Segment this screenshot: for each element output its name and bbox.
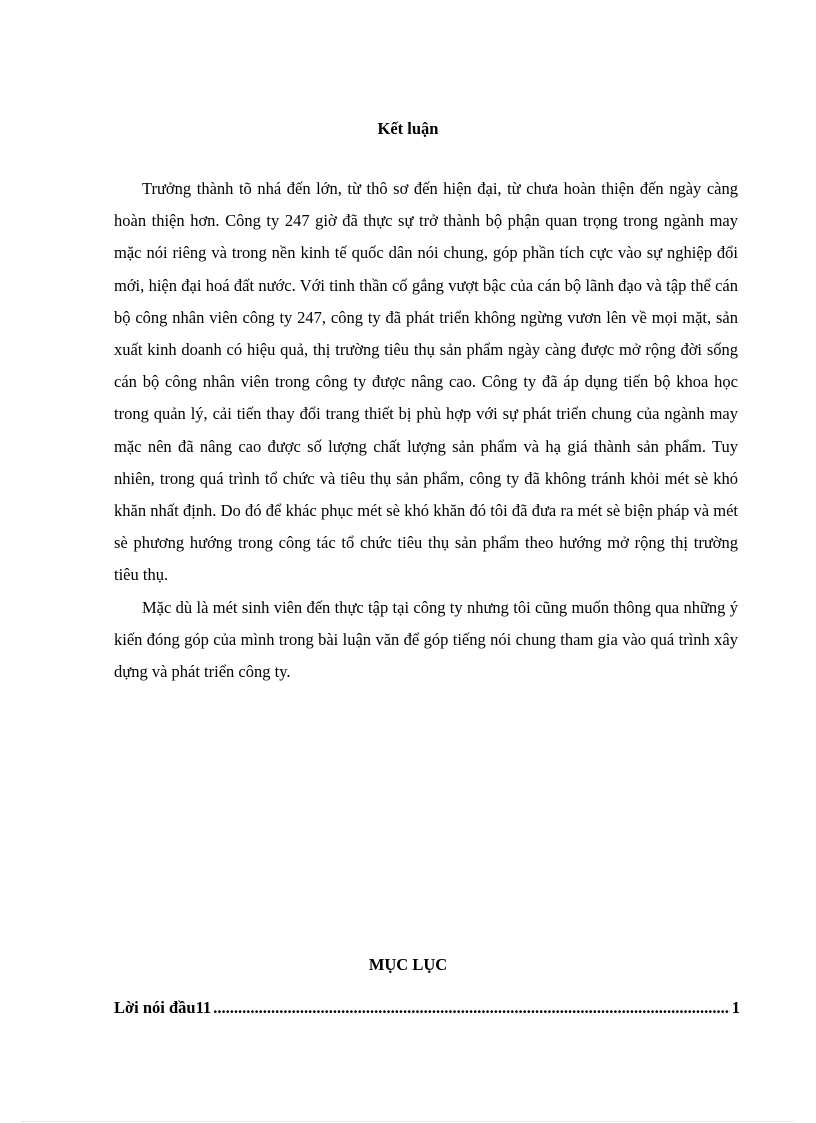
page-bottom-divider: [22, 1121, 794, 1122]
conclusion-paragraph: Trưởng thành tõ nhá đến lớn, từ thô sơ đến hiện đại, từ chưa hoàn thiện đến ngày càng hoàn thiện hơn. Công ty 247 giờ đã thực sự trở thành bộ phận quan trọng trong ngành may mặc nói riêng và trong nền kinh tế quốc dân nói chung, góp phần tích cực vào sự nghiệp đổi mới, hiện đại hoá đất nước. Với tinh thần cố gắng vượt bậc của cán bộ lãnh đạo và tập thể cán bộ công nhân viên công ty 247, công ty đã phát triển không ngừng vươn lên về mọi mặt, sản xuất kinh doanh có hiệu quả, thị trường tiêu thụ sản phẩm ngày càng được mở rộng đời sống cán bộ công nhân viên trong công ty được nâng cao. Công ty đã áp dụng tiến bộ khoa học trong quản lý, cải tiến thay đổi trang thiết bị phù hợp với sự phát triển chung của ngành may mặc nên đã nâng cao được số lượng chất lượng sản phẩm và hạ giá thành sản phẩm. Tuy nhiên, trong quá trình tổ chức và tiêu thụ sản phẩm, công ty đã không tránh khỏi mét sè khó khăn nhất định. Do đó để khác phục mét sè khó khăn đó tôi đã đưa ra mét sè biện pháp và mét sè phương hướng trong công tác tổ chức tiêu thụ sản phẩm theo hướng mở rộng thị trường tiêu thụ.: [114, 179, 738, 585]
toc-title: MỤC LỤC: [368, 955, 448, 974]
toc-leader-dots: [213, 998, 730, 1018]
conclusion-title: Kết luận: [377, 119, 439, 138]
toc-entry[interactable]: [114, 998, 740, 1018]
conclusion-paragraph: Mặc dù là mét sinh viên đến thực tập tại công ty nhưng tôi cũng muốn thông qua những ý kiến đóng góp của mình trong bài luận văn để góp tiếng nói chung tham gia vào quá trình xây dựng và phát triển công ty.: [114, 597, 738, 682]
toc-entry-page: 1: [731, 998, 740, 1017]
toc-entry-label: Lời nói đầu11: [114, 998, 212, 1017]
conclusion-body: [114, 173, 738, 688]
